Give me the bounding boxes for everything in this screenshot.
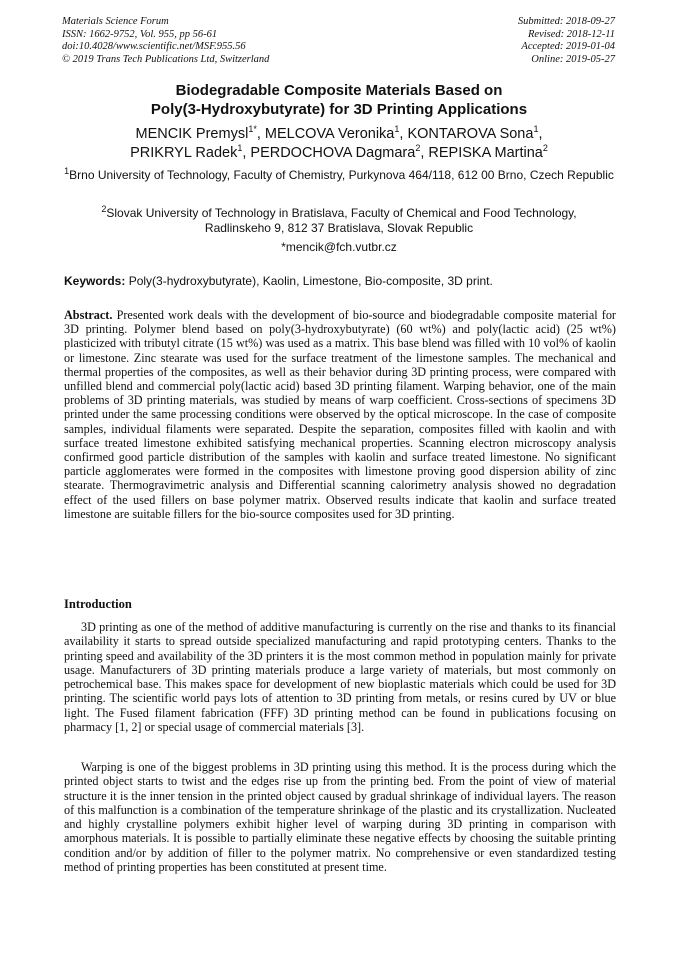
corresponding-email: *mencik@fch.vutbr.cz (281, 240, 397, 254)
author-affiliation-mark: 1 (533, 124, 539, 135)
section-heading-introduction: Introduction (64, 597, 132, 611)
date-revised: Revised: 2018-12-11 (528, 28, 615, 40)
author-line-2 (40, 144, 638, 163)
affiliation-text: Slovak University of Technology in Bratislava, Faculty of Chemical and Food Technology, (106, 206, 577, 220)
author-list (40, 125, 638, 163)
paragraph: Warping is one of the biggest problems in 3D printing using this method. It is the process during which the printed object starts to twist and the edges rise up from the printing bed. From the point of view of material structure it is the inner tension in the printed object caused by gradual shrinkage of individual layers. The reason of this malfunction is a combination of the temperature shrinkage of the plastic and its crystallization. Nucleated and highly crystalline polymers exhibit higher level of warping during 3D printing in comparison with amorphous materials. It is possible to partially eliminate these negative effects by choosing the suitable printing condition and/or by addition of filler to the polymer matrix. No comprehensive or even standardized testing method of printing properties has been constituted at present time. (64, 760, 616, 875)
journal-name: Materials Science Forum (62, 16, 169, 27)
abstract-label: Abstract. (64, 308, 113, 322)
keywords (64, 274, 616, 289)
author-name: PRIKRYL Radek (130, 145, 238, 161)
abstract (64, 308, 616, 521)
keywords-label: Keywords: (64, 274, 126, 288)
introduction-body-2 (64, 760, 616, 874)
author-separator: , (538, 126, 543, 142)
author-name: MENCIK Premysl (135, 126, 249, 142)
affiliation-2 (60, 206, 618, 236)
author-affiliation-mark: 1* (248, 124, 257, 135)
submission-dates (518, 16, 615, 66)
journal-issn: ISSN: 1662-9752, Vol. 955, pp 56-61 (62, 28, 218, 40)
date-accepted: Accepted: 2019-01-04 (521, 41, 615, 52)
journal-doi: doi:10.4028/www.scientific.net/MSF.955.56 (62, 41, 246, 52)
author-name: , KONTAROVA Sona (399, 126, 534, 142)
affiliation-text: Radlinskeho 9, 812 37 Bratislava, Slovak Republic (204, 221, 474, 235)
title-line-1: Biodegradable Composite Materials Based on (175, 82, 503, 99)
keywords-text: Poly(3-hydroxybutyrate), Kaolin, Limestone, Bio-composite, 3D print. (125, 274, 493, 288)
affiliation-mark: 2 (101, 204, 107, 214)
introduction-body-1 (64, 620, 616, 734)
author-affiliation-mark: 1 (394, 124, 400, 135)
author-affiliation-mark: 2 (415, 143, 421, 154)
author-name: , PERDOCHOVA Dagmara (242, 145, 416, 161)
affiliation-1 (60, 168, 618, 183)
paper-title (40, 81, 638, 119)
journal-info (62, 16, 269, 66)
date-online: Online: 2019-05-27 (531, 53, 615, 65)
date-submitted: Submitted: 2018-09-27 (517, 16, 615, 27)
journal-copyright: © 2019 Trans Tech Publications Ltd, Switzerland (62, 53, 270, 65)
title-line-2: Poly(3-Hydroxybutyrate) for 3D Printing Applications (150, 101, 528, 118)
paragraph: 3D printing as one of the method of additive manufacturing is currently on the rise and thanks to its financial availability it starts to spread outside specialized manufacturing and rapid prototyping centers. Thanks to the printing speed and availability of the 3D printers it is the most common method in population mainly for private usage. Manufacturers of 3D printing materials produce a large variety of materials, but most commonly on petrochemical base. This makes space for development of new bioplastic materials which could be used for 3D printing. The scientific world pays lots of attention to 3D printing from metals, or resins cured by UV or blue light. The Fused filament fabrication (FFF) 3D printing method can be found in publications focusing on pharmacy [1, 2] or special usage of commercial materials [3]. (64, 620, 616, 735)
author-affiliation-mark: 2 (542, 143, 548, 154)
author-name: , MELCOVA Veronika (256, 126, 395, 142)
author-name: , REPISKA Martina (420, 145, 543, 161)
affiliation-line (60, 206, 618, 221)
affiliation-text: Brno University of Technology, Faculty of Chemistry, Purkynova 464/118, 612 00 Brno, Czech Republic (69, 168, 614, 182)
author-line-1 (40, 125, 638, 144)
author-affiliation-mark: 1 (237, 143, 243, 154)
abstract-text: Presented work deals with the development of bio-source and biodegradable composite material for 3D printing. Polymer blend based on poly(3-hydroxybutyrate) (60 wt%) and poly(lactic acid) (25 wt%) plasticized with tributyl citrate (15 wt%) was used as a matrix. This base blend was filled with 10 vol% of kaolin or limestone. Zinc stearate was used for the surface treatment of the limestone samples. The mechanical and thermal properties of the composites, as well as their behavior during 3D printing process, were compared with unfilled blend and commercial poly(lactic acid) based 3D printing filament. Warping behavior, one of the main problems of 3D printing materials, was studied by means of warp coefficient. Cross-sections of specimens 3D printed under the same processing conditions were observed by the optical microscope. In the case of composite samples, individual filaments were separated. Despite the separation, composites filled with kaolin and with surface treated limestone exhibited satisfying mechanical properties. Scanning electron microscopy analysis confirmed good particle distribution of the samples with kaolin and surface treated limestone. No significant particle agglomerates were formed in the composites with limestone proving good dispersion ability of zinc stearate. Thermogravimetric analysis and Differential scanning calorimetry analysis showed no degradation effect of the used fillers on base polymer matrix. Observed results indicate that kaolin and surface treated limestone are suitable fillers for the bio-source composites used for 3D printing. (64, 308, 616, 521)
affiliation-mark: 1 (64, 166, 70, 176)
